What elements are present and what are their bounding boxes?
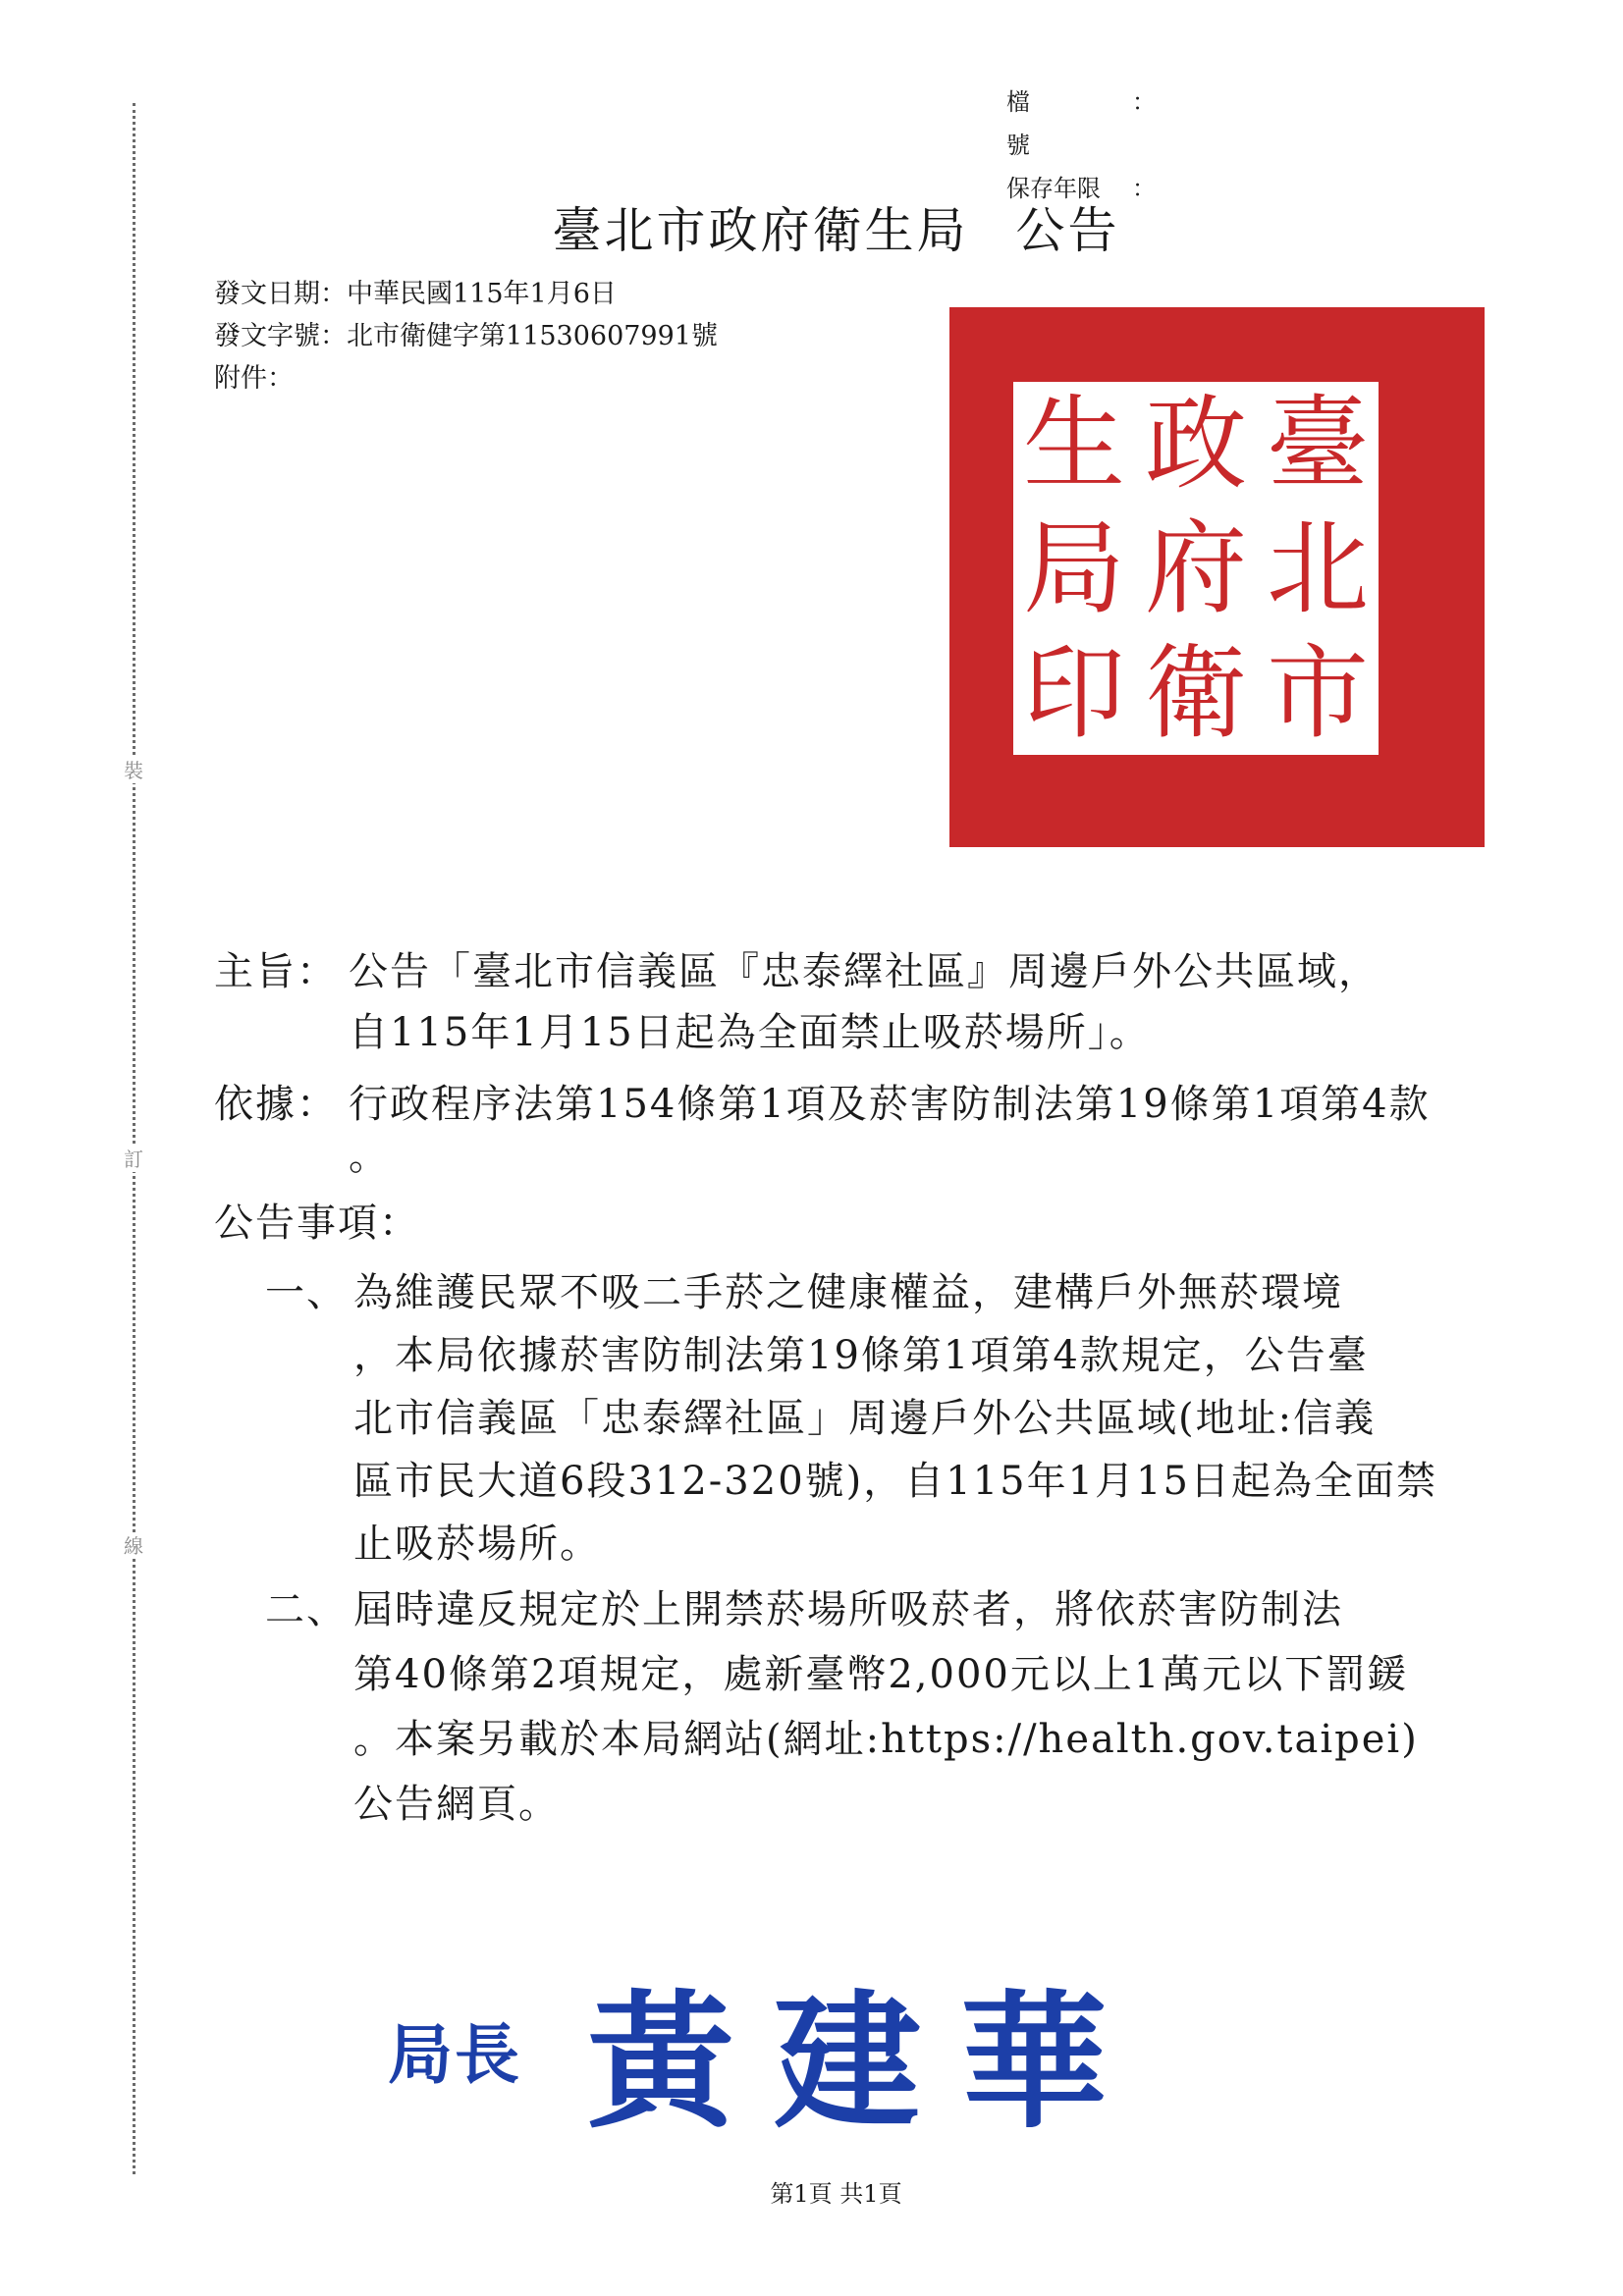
notice-item-1-number: 一、 <box>265 1270 348 1315</box>
page-number: 第1頁 共1頁 <box>770 2180 902 2208</box>
notice-item-1-line: 止吸菸場所。 <box>353 1522 601 1567</box>
notice-label: 公告事項： <box>214 1201 420 1246</box>
subject-label: 主旨： <box>214 949 338 994</box>
agency-name: 臺北市政府衛生局 <box>552 202 969 259</box>
file-number-colon: ： <box>1132 88 1156 116</box>
notice-item-1-line: 為維護民眾不吸二手菸之健康權益，建構戶外無菸環境 <box>353 1270 1343 1315</box>
seal-char: 印 <box>1022 632 1125 753</box>
file-number-row <box>1006 80 1156 167</box>
notice-item-1-line: 北市信義區「忠泰繹社區」周邊戶外公共區域(地址:信義 <box>353 1396 1377 1441</box>
retention-colon: ： <box>1132 175 1156 202</box>
notice-item-1-line: 區市民大道6段312-320號)，自115年1月15日起為全面禁 <box>353 1459 1437 1504</box>
issue-date-row <box>214 273 718 315</box>
document-title <box>0 191 1623 262</box>
notice-item-2-line: 屆時違反規定於上開禁菸場所吸菸者，將依菸害防制法 <box>353 1587 1343 1632</box>
signature-name: 黃建華 <box>587 1976 1148 2149</box>
seal-char: 北 <box>1266 507 1369 628</box>
binding-dotted-line <box>133 103 135 2174</box>
seal-char: 市 <box>1266 632 1369 753</box>
subject-line-2: 自115年1月15日起為全面禁止吸菸場所」。 <box>349 1010 1151 1055</box>
official-seal-stamp <box>949 307 1485 847</box>
seal-char: 衛 <box>1144 632 1247 753</box>
seal-char: 局 <box>1022 507 1125 628</box>
notice-item-2-line: 。本案另載於本局網站(網址:https://health.gov.taipei) <box>353 1717 1419 1762</box>
attachment-row <box>214 357 718 400</box>
notice-item-2-number: 二、 <box>265 1587 348 1632</box>
basis-line-1: 行政程序法第154條第1項及菸害防制法第19條第1項第4款 <box>349 1082 1431 1127</box>
reference-number-value: 北市衛健字第11530607991號 <box>347 321 718 351</box>
reference-number-label: 發文字號： <box>214 321 347 351</box>
binding-mark-zhuang: 裝 <box>120 758 147 783</box>
notice-item-2-line: 公告網頁。 <box>353 1782 560 1827</box>
basis-line-2: 。 <box>349 1134 390 1179</box>
notice-item-1-line: ，本局依據菸害防制法第19條第1項第4款規定，公告臺 <box>353 1333 1369 1378</box>
seal-inner-field <box>1013 382 1379 755</box>
issue-date-label: 發文日期： <box>214 279 347 309</box>
subject-line-1: 公告「臺北市信義區『忠泰繹社區』周邊戶外公共區域， <box>349 949 1380 994</box>
issue-date-value: 中華民國115年1月6日 <box>347 279 617 309</box>
retention-label: 保存年限 <box>1006 175 1101 202</box>
seal-char: 臺 <box>1266 384 1369 505</box>
reference-number-row <box>214 315 718 357</box>
attachment-label: 附件： <box>214 363 294 394</box>
binding-mark-xian: 線 <box>120 1533 147 1559</box>
seal-char: 政 <box>1144 384 1247 505</box>
basis-label: 依據： <box>214 1082 338 1127</box>
doc-type: 公告 <box>1015 202 1120 259</box>
signature-title: 局長 <box>388 2016 521 2093</box>
binding-mark-ding: 訂 <box>120 1147 147 1172</box>
notice-item-2-line: 第40條第2項規定，處新臺幣2,000元以上1萬元以下罰鍰 <box>353 1652 1409 1697</box>
document-meta <box>214 273 718 400</box>
file-number-label: 檔號 <box>1006 88 1087 159</box>
seal-char: 府 <box>1144 507 1247 628</box>
seal-char: 生 <box>1022 384 1125 505</box>
